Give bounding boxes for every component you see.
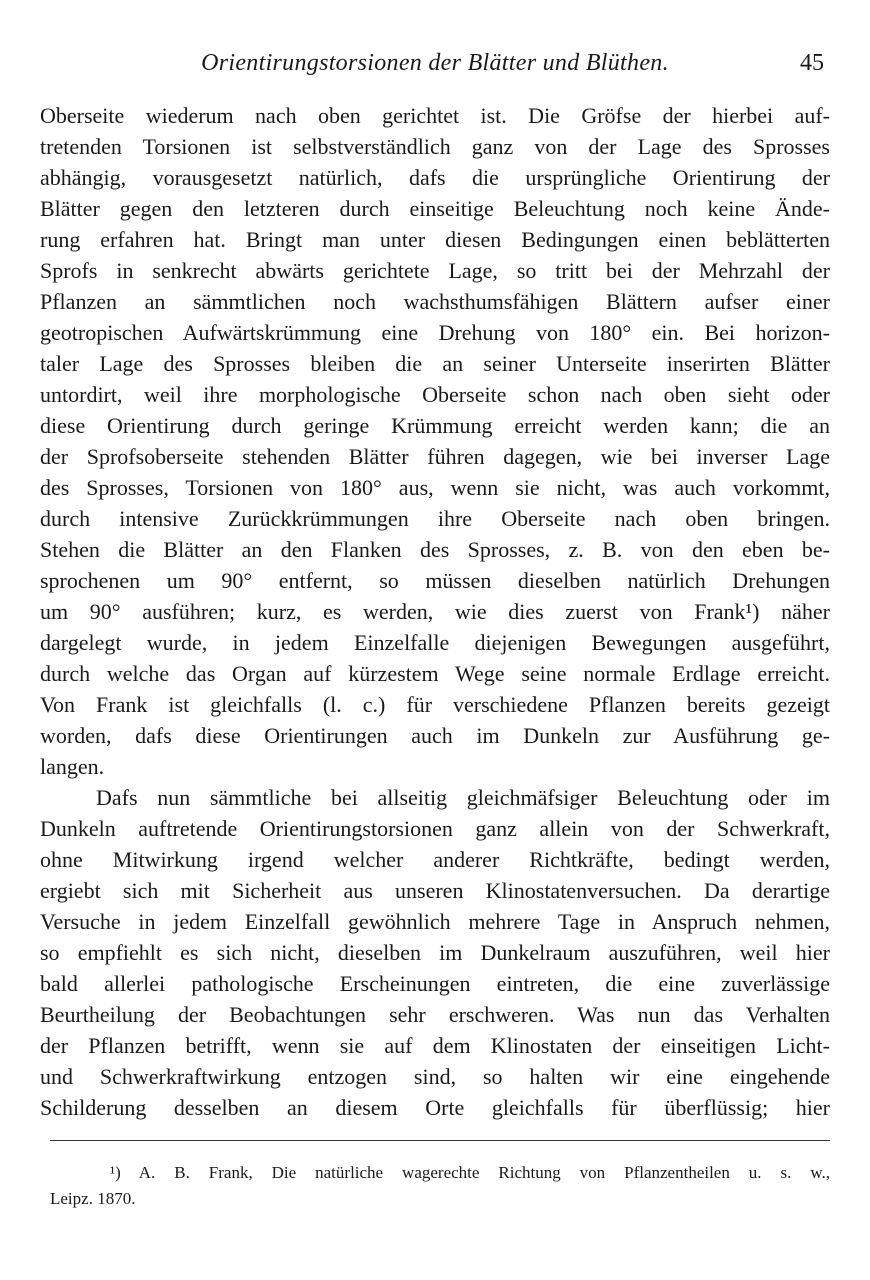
text-line: dargelegt wurde, in jedem Einzelfalle diejenigen Bewegungen ausgeführt, (40, 630, 830, 655)
text-line: Beurtheilung der Beobachtungen sehr erschweren. Was nun das Verhalten (40, 1002, 830, 1027)
text-line: ergiebt sich mit Sicherheit aus unseren Klinostatenversuchen. Da derartige (40, 878, 830, 903)
text-line: abhängig, vorausgesetzt natürlich, dafs die ursprüngliche Orientirung der (40, 165, 830, 190)
text-line: diese Orientirung durch geringe Krümmung erreicht werden kann; die an (40, 413, 830, 438)
text-line: langen. (40, 754, 105, 779)
text-line: ohne Mitwirkung irgend welcher anderer Richtkräfte, bedingt werden, (40, 847, 830, 872)
text-line: Oberseite wiederum nach oben gerichtet ist. Die Gröfse der hierbei auf- (40, 103, 830, 128)
text-line: Von Frank ist gleichfalls (l. c.) für verschiedene Pflanzen bereits gezeigt (40, 692, 830, 717)
text-line: durch intensive Zurückkrümmungen ihre Oberseite nach oben bringen. (40, 506, 830, 531)
text-line: untordirt, weil ihre morphologische Oberseite schon nach oben sieht oder (40, 382, 830, 407)
text-line: taler Lage des Sprosses bleiben die an seiner Unterseite inserirten Blätter (40, 351, 830, 376)
footnote (50, 1160, 830, 1212)
text-line: tretenden Torsionen ist selbstverständlich ganz von der Lage des Sprosses (40, 134, 830, 159)
text-line: sprochenen um 90° entfernt, so müssen dieselben natürlich Drehungen (40, 568, 830, 593)
text-line: so empfiehlt es sich nicht, dieselben im Dunkelraum auszuführen, weil hier (40, 940, 830, 965)
text-line: Dafs nun sämmtliche bei allseitig gleichmäfsiger Beleuchtung oder im (96, 785, 830, 810)
page-number: 45 (800, 50, 824, 76)
text-line: geotropischen Aufwärtskrümmung eine Drehung von 180° ein. Bei horizon- (40, 320, 830, 345)
text-line: Schilderung desselben an diesem Orte gleichfalls für überflüssig; hier (40, 1095, 830, 1120)
text-line: des Sprosses, Torsionen von 180° aus, wenn sie nicht, was auch vorkommt, (40, 475, 830, 500)
running-title: Orientirungstorsionen der Blätter und Blüthen. (201, 50, 669, 76)
text-line: durch welche das Organ auf kürzestem Wege seine normale Erdlage erreicht. (40, 661, 830, 686)
text-line: Pflanzen an sämmtlichen noch wachsthumsfähigen Blättern aufser einer (40, 289, 830, 314)
text-line: der Pflanzen betrifft, wenn sie auf dem Klinostaten der einseitigen Licht- (40, 1033, 830, 1058)
text-line: Blätter gegen den letzteren durch einseitige Beleuchtung noch keine Ände- (40, 196, 830, 221)
text-line: bald allerlei pathologische Erscheinungen eintreten, die eine zuverlässige (40, 971, 830, 996)
text-line: um 90° ausführen; kurz, es werden, wie dies zuerst von Frank¹) näher (40, 599, 830, 624)
text-line: und Schwerkraftwirkung entzogen sind, so halten wir eine eingehende (40, 1064, 830, 1089)
text-line: Versuche in jedem Einzelfall gewöhnlich mehrere Tage in Anspruch nehmen, (40, 909, 830, 934)
text-line: rung erfahren hat. Bringt man unter diesen Bedingungen einen beblätterten (40, 227, 830, 252)
text-line: worden, dafs diese Orientirungen auch im Dunkeln zur Ausführung ge- (40, 723, 830, 748)
footnote-divider (50, 1140, 830, 1141)
text-line: Stehen die Blätter an den Flanken des Sprosses, z. B. von den eben be- (40, 537, 830, 562)
footnote-line: ¹) A. B. Frank, Die natürliche wagerechte Richtung von Pflanzentheilen u. s. w., (110, 1163, 830, 1182)
text-line: der Sprofsoberseite stehenden Blätter führen dagegen, wie bei inverser Lage (40, 444, 830, 469)
footnote-line: Leipz. 1870. (50, 1189, 136, 1208)
text-line: Dunkeln auftretende Orientirungstorsionen ganz allein von der Schwerkraft, (40, 816, 830, 841)
page-header (40, 50, 830, 80)
text-line: Sprofs in senkrecht abwärts gerichtete Lage, so tritt bei der Mehrzahl der (40, 258, 830, 283)
body-text (40, 100, 830, 1123)
